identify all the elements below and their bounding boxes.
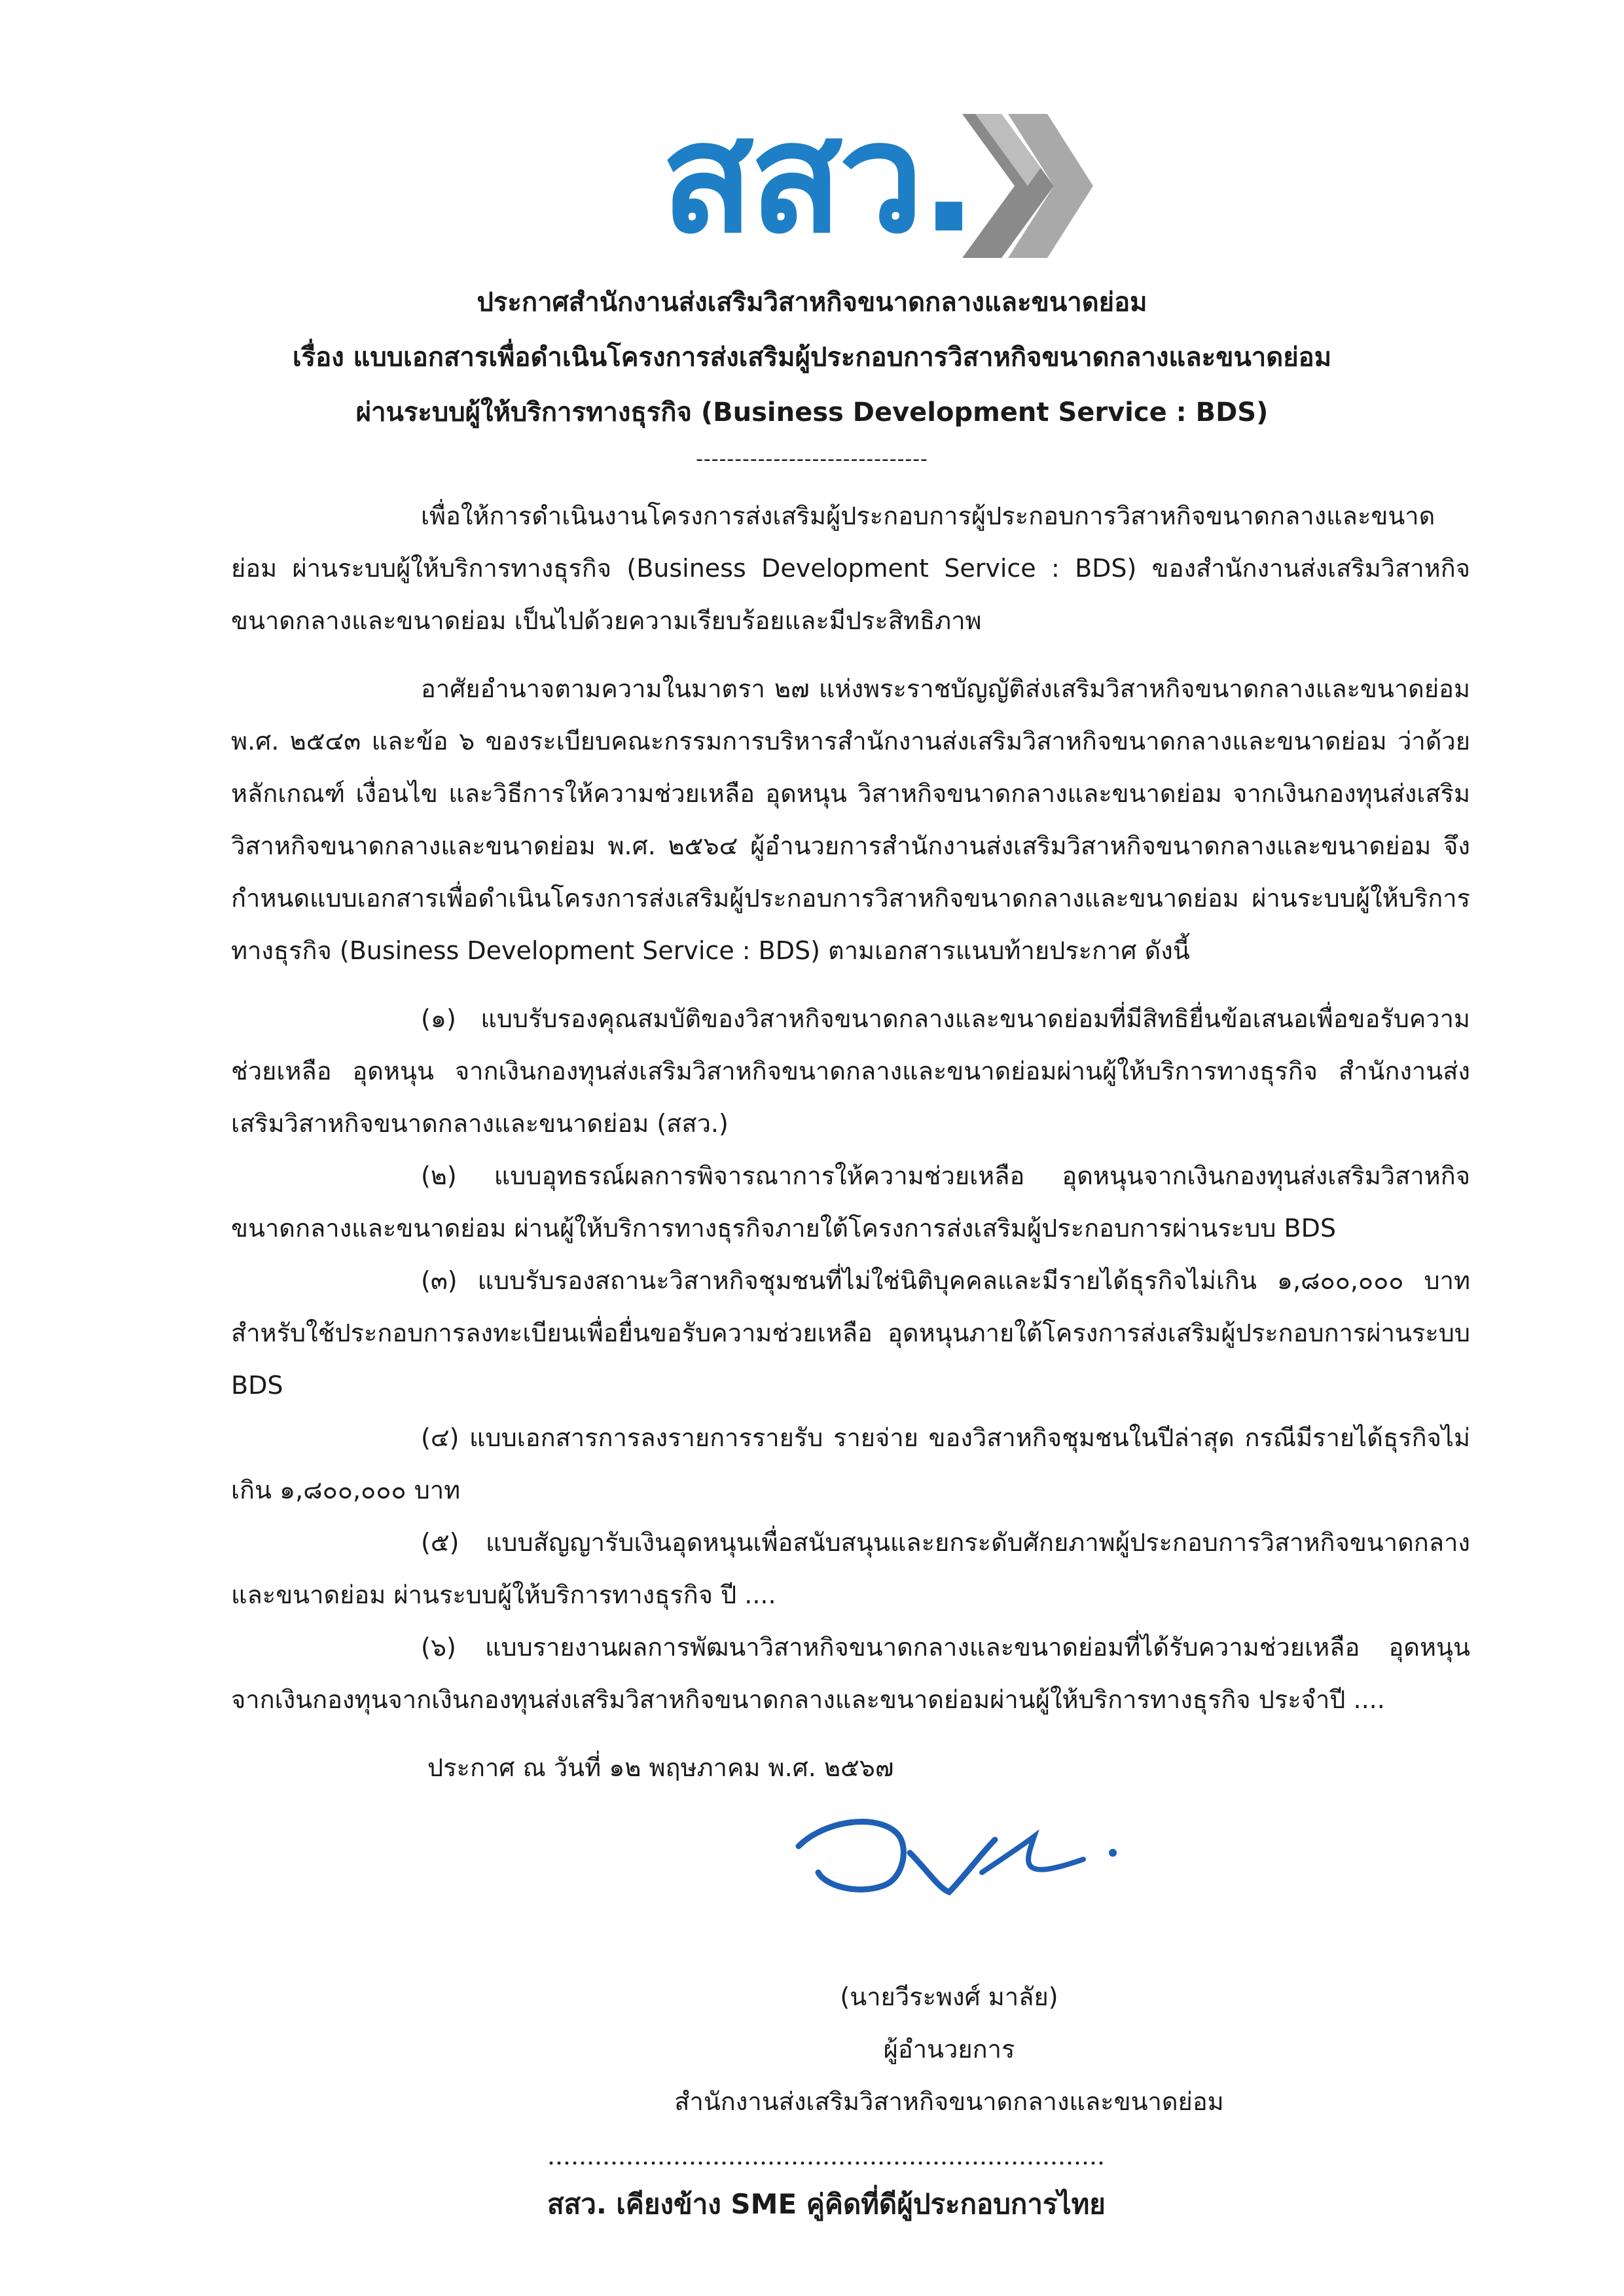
body-paragraph-purpose: เพื่อให้การดำเนินงานโครงการส่งเสริมผู้ประกอบการผู้ประกอบการวิสาหกิจขนาดกลางและขนาดย่อม ผ่านระบบผู้ให้บริการทางธุรกิจ (Business Development Service : BDS) ของสำนักงานส่งเสริมวิสาหกิจขนาดกลางและขนาดย่อม เป็นไปด้วยความเรียบร้อยและมีประสิทธิภาพ [231, 501, 1470, 635]
header-subject: เรื่อง แบบเอกสารเพื่อดำเนินโครงการส่งเสริมผู้ประกอบการวิสาหกิจขนาดกลางและขนาดย่อม [292, 342, 1332, 373]
list-item-1: (๑) แบบรับรองคุณสมบัติของวิสาหกิจขนาดกลางและขนาดย่อมที่มีสิทธิยื่นข้อเสนอเพื่อขอรับความช่วยเหลือ อุดหนุน จากเงินกองทุนส่งเสริมวิสาหกิจขนาดกลางและขนาดย่อมผ่านผู้ให้บริการทางธุรกิจ สำนักงานส่งเสริมวิสาหกิจขนาดกลางและขนาดย่อม (สสว.) [231, 1004, 1470, 1138]
signer-block [589, 1971, 1309, 2128]
header-subject-cont: ผ่านระบบผู้ให้บริการทางธุรกิจ (Business Development Service : BDS) [355, 397, 1269, 428]
footer-slogan: สสว. เคียงข้าง SME คู่คิดที่ดีผู้ประกอบการไทย [547, 2188, 1106, 2220]
signer-name: (นายวีระพงศ์ มาลัย) [840, 1982, 1058, 2011]
double-chevron-icon [962, 114, 1093, 258]
sme-logo [661, 90, 1093, 266]
list-item-4: (๔) แบบเอกสารการลงรายการรายรับ รายจ่าย ของวิสาหกิจชุมชนในปีล่าสุด กรณีมีรายได้ธุรกิจไม่เกิน ๑,๘๐๐,๐๐๐ บาท [231, 1423, 1470, 1504]
list-item-3: (๓) แบบรับรองสถานะวิสาหกิจชุมชนที่ไม่ใช่นิติบุคคลและมีรายได้ธุรกิจไม่เกิน ๑,๘๐๐,๐๐๐ บาท สำหรับใช้ประกอบการลงทะเบียนเพื่อยื่นขอรับความช่วยเหลือ อุดหนุนภายใต้โครงการส่งเสริมผู้ประกอบการผ่านระบบ BDS [231, 1266, 1470, 1400]
announce-date: ประกาศ ณ วันที่ ๑๒ พฤษภาคม พ.ศ. ๒๕๖๗ [427, 1753, 894, 1782]
list-item-5: (๕) แบบสัญญารับเงินอุดหนุนเพื่อสนับสนุนและยกระดับศักยภาพผู้ประกอบการวิสาหกิจขนาดกลางและขนาดย่อม ผ่านระบบผู้ให้บริการทางธุรกิจ ปี .... [231, 1528, 1470, 1609]
header-title: ประกาศสำนักงานส่งเสริมวิสาหกิจขนาดกลางและขนาดย่อม [477, 287, 1147, 318]
announcement-header [0, 275, 1624, 479]
signer-position: ผู้อำนวยการ [883, 2035, 1015, 2064]
list-item-6: (๖) แบบรายงานผลการพัฒนาวิสาหกิจขนาดกลางและขนาดย่อมที่ได้รับความช่วยเหลือ อุดหนุนจากเงินกองทุนจากเงินกองทุนส่งเสริมวิสาหกิจขนาดกลางและขนาดย่อมผ่านผู้ให้บริการทางธุรกิจ ประจำปี .... [231, 1633, 1470, 1714]
footer-dotted-line [547, 2159, 1104, 2167]
body-paragraph-authority: อาศัยอำนาจตามความในมาตรา ๒๗ แห่งพระราชบัญญัติส่งเสริมวิสาหกิจขนาดกลางและขนาดย่อม พ.ศ. ๒๕๔๓ และข้อ ๖ ของระเบียบคณะกรรมการบริหารสำนักงานส่งเสริมวิสาหกิจขนาดกลางและขนาดย่อม ว่าด้วยหลักเกณฑ์ เงื่อนไข และวิธีการให้ความช่วยเหลือ อุดหนุน วิสาหกิจขนาดกลางและขนาดย่อม จากเงินกองทุนส่งเสริมวิสาหกิจขนาดกลางและขนาดย่อม พ.ศ. ๒๕๖๔ ผู้อำนวยการสำนักงานส่งเสริมวิสาหกิจขนาดกลางและขนาดย่อม จึงกำหนดแบบเอกสารเพื่อดำเนินโครงการส่งเสริมผู้ประกอบการวิสาหกิจขนาดกลางและขนาดย่อม ผ่านระบบผู้ให้บริการทางธุรกิจ (Business Development Service : BDS) ตามเอกสารแนบท้ายประกาศ ดังนี้ [231, 674, 1470, 965]
signature-image [785, 1807, 1126, 1905]
list-item-2: (๒) แบบอุทธรณ์ผลการพิจารณาการให้ความช่วยเหลือ อุดหนุนจากเงินกองทุนส่งเสริมวิสาหกิจขนาดกลางและขนาดย่อม ผ่านผู้ให้บริการทางธุรกิจภายใต้โครงการส่งเสริมผู้ประกอบการผ่านระบบ BDS [231, 1161, 1470, 1243]
header-divider: ------------------------------ [696, 448, 928, 471]
announcement-body [231, 490, 1470, 1794]
signer-office: สำนักงานส่งเสริมวิสาหกิจขนาดกลางและขนาดย่อม [674, 2087, 1224, 2116]
logo-text: สสว. [661, 90, 974, 266]
